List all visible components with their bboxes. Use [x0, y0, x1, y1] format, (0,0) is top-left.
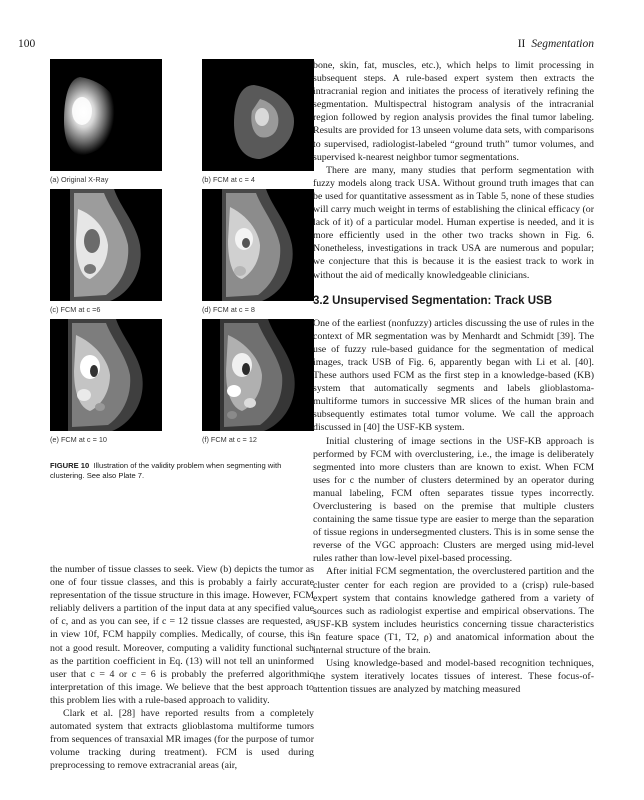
right-column — [313, 59, 594, 696]
paragraph: the number of tissue classes to seek. View (b) depicts the tumor as one of four tissue classes, and this is probably a fairly accurate representation of the tissue structure in this image. However, FCM reliably delivers a partition of the input data at any specified value of c, and as you can see, if c = 12 tissue classes are requested, as in view 10f, FCM happily complies. Medically, of course, this is not a good result. Moreover, computing a validity functional such as the partition coefficient in Eq. (13) will not tell an uninformed user that c = 4 or c = 6 is probably the preferred algorithmic interpretation of this image. We believe that the best approach to this problem lies with a rule-based approach to validity. — [50, 564, 314, 706]
panel-image-fcm-8 — [202, 189, 314, 301]
section-heading: 3.2 Unsupervised Segmentation: Track USB — [313, 294, 553, 307]
paragraph: Using knowledge-based and model-based recognition techniques, the system iteratively locates tissues of interest. These focus-of-attention tissues are analyzed by matching measured — [313, 658, 594, 696]
paragraph: Clark et al. [28] have reported results from a completely automated system that extracts glioblastoma multiforme tumors from sequences of transaxial MR images (for the purpose of tumor volume tracking during treatment). FCM is used during preprocessing to remove extracranial areas (air, — [50, 708, 314, 772]
panel-caption: (f) FCM at c = 12 — [202, 435, 257, 444]
panel-image-fcm-4 — [202, 59, 314, 171]
panel-caption: (b) FCM at c = 4 — [202, 175, 255, 184]
panel-image-fcm-12 — [202, 319, 314, 431]
page-number: 100 — [18, 38, 36, 50]
panel-b — [202, 59, 314, 184]
panel-f — [202, 319, 314, 444]
paragraph: Initial clustering of image sections in the USF-KB approach is performed by FCM with overclustering, i.e., the image is deliberately segmented into more clusters than are known to exist. When FCM uses for c the number of clusters determined by an operator during manual labeling, FCM often separates tissue types incorrectly. Overclustering is based on the premise that multiple clusters containing the same tissue type are easier to merge than the separation of tissue regions in undersegmented clusters. This is in some sense the reverse of the VGC approach: Clusters are merged using mid-level rules rather than low-level pixel-based processing. — [313, 435, 594, 565]
panel-caption: (a) Original X-Ray — [50, 175, 109, 184]
panel-image-fcm-10 — [50, 319, 162, 431]
chapter-number: II — [517, 38, 526, 50]
paragraph: After initial FCM segmentation, the overclustered partition and the cluster center for each region are provided to a (crisp) rule-based expert system that contains knowledge gathered from a variety of sources such as radiologist expertise and empirical observations. The USF-KB system includes heuristics concerning tissue characteristics in feature space (T1, T2, ρ) and anatomical information about the internal structure of the brain. — [313, 566, 594, 657]
paragraph: There are many, many studies that perform segmentation with fuzzy models along track USA. Without ground truth images that can be used for quantitative assessment as in Table 5, none of these studies will carry much weight in terms of establishing the clinical efficacy (or lack of it) of a particular model. Human expertise is needed, and it is more efficiently used in the other two tracks shown in Fig. 6. Nonetheless, investigations in track USA are numerous and popular; we conjecture that this is because it is the easiest track to work in without the aid of medically knowledgeable clinicians. — [313, 164, 594, 281]
panel-d — [202, 189, 314, 314]
panel-image-fcm-6 — [50, 189, 162, 301]
figure-caption-label: FIGURE 10 — [50, 461, 90, 470]
panel-image-xray — [50, 59, 162, 171]
figure-caption — [50, 461, 314, 481]
paragraph: One of the earliest (nonfuzzy) articles discussing the use of rules in the context of MR segmentation was by Menhardt and Schmidt [39]. The use of fuzzy rule-based guidance for the segmentation of medical images, track USB of Fig. 6, apparently began with Li et al. [40]. These authors used FCM as the first step in a knowledge-based (KB) system that automatically segments and labels glioblastoma-multiforme tumors in successive MR slices of the human brain and subsequently estimates total tumor volume. We call the approach discussed in [40] the USF-KB system. — [313, 317, 594, 434]
paragraph: bone, skin, fat, muscles, etc.), which helps to limit processing in subsequent steps. A rule-based expert system then extracts the intracranial region and initiates the process of iteratively refining the segmentation. Multispectral histogram analysis of the intracranial region followed by region analysis provides the final tumor labeling. Results are provided for 13 unseen volume data sets, with comparisons to supervised, radiologist-labeled “ground truth” tumor volumes, and supervised k-nearest neighbor tumor segmentations. — [313, 60, 594, 163]
chapter-title: Segmentation — [531, 38, 594, 50]
panel-caption: (e) FCM at c = 10 — [50, 435, 107, 444]
panel-e — [50, 319, 162, 444]
panel-caption: (c) FCM at c =6 — [50, 305, 101, 314]
figure-caption-text: Illustration of the validity problem when segmenting with clustering. See also Plate 7. — [50, 461, 282, 480]
panel-c — [50, 189, 162, 314]
left-column — [50, 563, 314, 773]
panel-caption: (d) FCM at c = 8 — [202, 305, 255, 314]
running-head — [518, 38, 594, 50]
panel-a — [50, 59, 162, 184]
